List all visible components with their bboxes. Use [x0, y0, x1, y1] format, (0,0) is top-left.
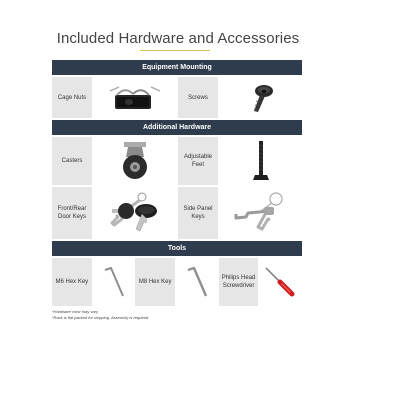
keys-icon [220, 187, 302, 239]
section-header-additional-hardware: Additional Hardware [52, 120, 302, 135]
footnotes [52, 309, 149, 321]
note-hardware-color: *Hardware color may vary [52, 309, 99, 314]
section-header-equipment-mounting: Equipment Mounting [52, 60, 302, 75]
title-underline [140, 50, 210, 51]
table-row [52, 187, 302, 239]
caster-icon [94, 137, 176, 185]
label-cage-nuts: Cage Nuts [52, 77, 92, 118]
cage-nut-icon [94, 77, 176, 118]
keys-icon [94, 187, 176, 239]
hardware-table [52, 60, 302, 308]
screwdriver-icon [260, 258, 302, 306]
label-m6-hex-key: M6 Hex Key [52, 258, 92, 306]
label-front-rear-door-keys: Front/Rear Door Keys [52, 187, 92, 239]
label-adjustable-feet: Adjustable Feet [178, 137, 218, 185]
note-flat-packed: *Rack is flat packed for shipping. Assembly is required. [52, 315, 150, 320]
screw-icon [220, 77, 302, 118]
label-casters: Casters [52, 137, 92, 185]
adjustable-foot-icon [220, 137, 302, 185]
label-philips-head-screwdriver: Philips Head Screwdriver [219, 258, 259, 306]
label-side-panel-keys: Side Panel Keys [178, 187, 218, 239]
hex-key-icon [177, 258, 217, 306]
page-title: Included Hardware and Accessories [56, 30, 300, 47]
section-header-tools: Tools [52, 241, 302, 256]
table-row [52, 77, 302, 118]
label-screws: Screws [178, 77, 218, 118]
table-row [52, 258, 302, 306]
table-row [52, 137, 302, 185]
label-m8-hex-key: M8 Hex Key [135, 258, 175, 306]
hex-key-icon [94, 258, 134, 306]
